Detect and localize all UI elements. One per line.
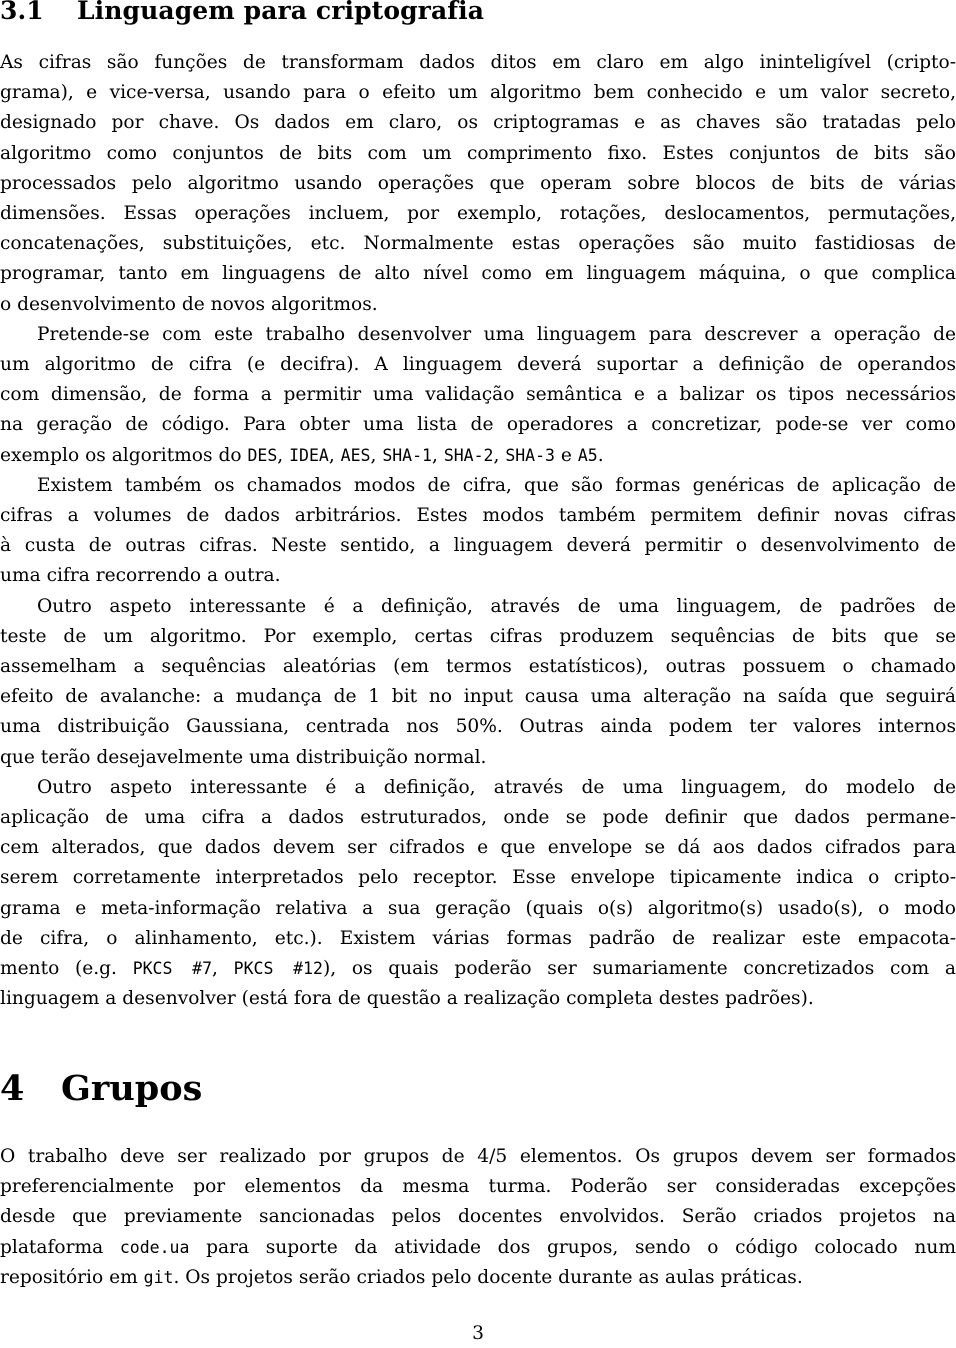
text-line: com dimensão, de forma a permitir uma validação semântica e a balizar os tipos necessários	[0, 384, 956, 406]
inline-code: git	[143, 1267, 174, 1287]
text-line: linguagem a desenvolver (está fora de questão a realização completa destes padrões).	[0, 988, 814, 1010]
inline-code: SHA-2	[443, 445, 494, 465]
text-line: Existem também os chamados modos de cifra, que são formas genéricas de aplicação de	[37, 474, 956, 496]
inline-code: SHA-1	[382, 445, 432, 465]
text-line: O trabalho deve ser realizado por grupos de 4/5 elementos. Os grupos devem ser formados	[0, 1146, 956, 1167]
text-line: preferencialmente por elementos da mesma turma. Poderão ser consideradas excepções	[0, 1176, 956, 1198]
text-line: programar, tanto em linguagens de alto nível como em linguagem máquina, o que complica	[0, 263, 956, 285]
subsection-heading	[0, 0, 484, 25]
text-line: uma cifra recorrendo a outra.	[0, 565, 281, 587]
text-line	[0, 1233, 956, 1263]
subsection-number: 3.1	[0, 0, 44, 25]
text-line: processados pelo algoritmo usando operações que operam sobre blocos de bits de várias	[0, 172, 956, 194]
text-line: assemelham a sequências aleatórias (em termos estatísticos), outras possuem o chamado	[0, 656, 956, 677]
subsection-title: Linguagem para criptografia	[77, 0, 484, 25]
text-line	[0, 441, 956, 471]
section-title: Grupos	[61, 1068, 203, 1109]
text-line: As cifras são funções de transformam dados ditos em claro em algo ininteligível (cripto-	[0, 52, 956, 73]
text-fragment: exemplo os algoritmos do	[0, 444, 248, 466]
text-fragment: e	[554, 444, 578, 466]
text-fragment: ,	[212, 958, 234, 979]
text-line: uma distribuição Gaussiana, centrada nos 50%. Outras ainda podem ter valores internos	[0, 716, 956, 738]
text-fragment: . Os projetos serão criados pelo docente durante as aulas práticas.	[173, 1266, 803, 1288]
text-line: serem corretamente interpretados pelo receptor. Esse envelope tipicamente indica o cripto-	[0, 867, 956, 889]
text-line: grama), e vice-versa, usando para o efeito um algoritmo bem conhecido e um valor secreto,	[0, 82, 956, 104]
text-fragment: ,	[493, 444, 506, 466]
text-line: grama e meta-informação relativa a sua geração (quais o(s) algoritmo(s) usado(s), o modo	[0, 897, 956, 919]
inline-code: SHA-3	[505, 445, 555, 465]
text-line: dimensões. Essas operações incluem, por exemplo, rotações, deslocamentos, permutações,	[0, 203, 956, 224]
text-fragment: repositório em	[0, 1266, 144, 1288]
text-fragment: ,	[370, 444, 383, 466]
inline-code: DES	[247, 445, 278, 465]
text-line: um algoritmo de cifra (e decifra). A linguagem deverá suportar a definição de operandos	[0, 354, 956, 375]
text-fragment: plataforma	[0, 1236, 120, 1258]
text-line: na geração de código. Para obter uma lista de operadores a concretizar, pode-se ver como	[0, 414, 956, 436]
text-fragment: ,	[277, 444, 290, 466]
text-line: que terão desejavelmente uma distribuição normal.	[0, 746, 487, 768]
inline-code: AES	[340, 445, 371, 465]
text-fragment: ,	[431, 444, 444, 466]
text-line: cem alterados, que dados devem ser cifrados e que envelope se dá aos dados cifrados para	[0, 837, 956, 859]
text-line	[0, 954, 956, 984]
text-line: de cifra, o alinhamento, etc.). Existem várias formas padrão de realizar este empacota-	[0, 927, 956, 949]
text-line: aplicação de uma cifra a dados estruturados, onde se pode definir que dados permane-	[0, 807, 956, 828]
text-fragment: .	[597, 444, 604, 466]
text-fragment: mento (e.g.	[0, 958, 133, 979]
inline-code: IDEA	[289, 445, 329, 465]
inline-code: PKCS #12	[233, 959, 323, 978]
text-fragment: ,	[328, 444, 341, 466]
text-line: cifras a volumes de dados arbitrários. Estes modos também permitem definir novas cifras	[0, 505, 956, 526]
text-line: à custa de outras cifras. Neste sentido, a linguagem deverá permitir o desenvolvimento de	[0, 535, 956, 557]
text-line: Outro aspeto interessante é a definição, através de uma linguagem, de padrões de	[37, 595, 956, 617]
page-number: 3	[472, 1323, 484, 1344]
text-fragment: ), os quais poderão ser sumariamente concretizados com a	[322, 958, 956, 979]
section-heading	[0, 1068, 202, 1109]
inline-code: PKCS #7	[132, 959, 213, 978]
text-line: o desenvolvimento de novos algoritmos.	[0, 293, 378, 315]
inline-code: code.ua	[119, 1237, 190, 1257]
text-line: teste de um algoritmo. Por exemplo, certas cifras produzem sequências de bits que se	[0, 625, 956, 647]
text-line: algoritmo como conjuntos de bits com um comprimento fixo. Estes conjuntos de bits são	[0, 142, 956, 164]
inline-code: A5	[577, 445, 598, 465]
text-line: efeito de avalanche: a mudança de 1 bit no input causa uma alteração na saída que seguirá	[0, 686, 956, 708]
text-line	[0, 1263, 956, 1293]
text-fragment: para suporte da atividade dos grupos, sendo o código colocado num	[189, 1236, 956, 1258]
text-line: Outro aspeto interessante é a definição, através de uma linguagem, do modelo de	[37, 776, 956, 798]
text-line: concatenações, substituições, etc. Normalmente estas operações são muito fastidiosas de	[0, 233, 956, 255]
section-number: 4	[0, 1068, 25, 1109]
text-line: desde que previamente sancionadas pelos docentes envolvidos. Serão criados projetos na	[0, 1206, 956, 1228]
text-line: designado por chave. Os dados em claro, os criptogramas e as chaves são tratadas pelo	[0, 112, 956, 134]
text-line: Pretende-se com este trabalho desenvolver uma linguagem para descrever a operação de	[37, 323, 956, 345]
